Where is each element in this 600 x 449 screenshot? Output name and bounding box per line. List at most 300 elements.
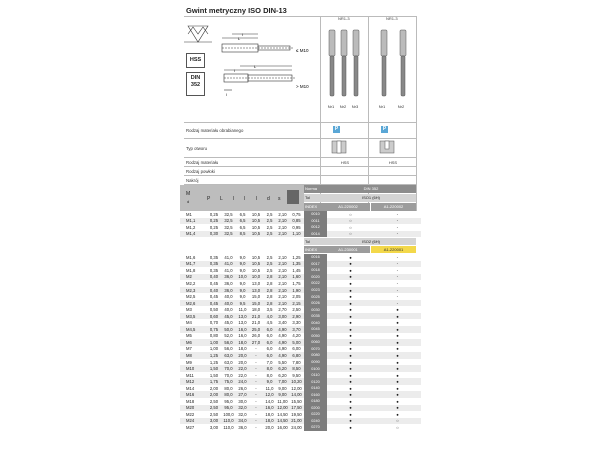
prop-divider-2 [184,138,416,139]
col-head-1: NR1-3 [338,16,350,21]
tool-material-a: HSS [340,160,350,165]
value-cell: 2,50 [292,307,301,313]
index-cell: 0080 [304,352,327,359]
value-cell: 0,40 [209,287,219,293]
col-head-2: NR1-3 [386,16,398,21]
material-icon-p2: P [382,126,387,132]
value-cell: 9,0 [239,267,246,273]
value-cell: 1,00 [209,346,219,352]
value-cell: 20,0 [265,424,274,430]
value-cell: 2,5 [266,261,273,267]
size-cell: M8 [186,352,192,358]
tol-value-2: ISO2 (6H) [326,238,416,245]
value-cell: 1,00 [209,339,219,345]
value-cell: 13,0 [251,287,261,293]
value-cell: 3,00 [278,313,287,319]
value-cell: ● [349,392,352,398]
value-cell: ○ [349,224,352,230]
table-main [180,254,421,431]
din-number: 352 [190,82,201,88]
size-cell: M4 [186,320,192,326]
value-cell: ● [396,339,399,345]
value-cell: 13,0 [238,313,247,319]
value-cell: ● [396,320,399,326]
value-cell: - [396,287,399,293]
value-cell: 11,0 [238,307,247,313]
value-cell: 10,20 [291,379,302,385]
value-cell: 0,50 [209,307,219,313]
value-cell: 3,00 [209,424,219,430]
tol-value: ISO1 (6H) [326,194,416,202]
value-cell: 4,0 [266,313,273,319]
index-cell: 0120 [304,378,327,385]
value-cell: 3,5 [266,307,273,313]
value-cell: ○ [349,211,352,217]
value-cell: - [255,392,257,398]
index-cell: 0022 [304,280,327,287]
value-cell: 2,10 [278,218,287,224]
value-cell: 4,90 [278,352,287,358]
value-cell: 4,90 [278,339,287,345]
value-cell: 41,0 [224,254,233,260]
value-cell: 18,0 [251,307,261,313]
value-cell: ● [349,339,352,345]
value-cell: 32,5 [224,218,233,224]
index-cell: 0160 [304,391,327,398]
label-lc: l [226,92,227,97]
value-cell: 32,5 [224,231,233,237]
value-cell: - [255,418,257,424]
value-cell: ● [349,254,352,260]
value-cell: 21,0 [251,313,261,319]
value-cell: 18,0 [265,411,274,417]
value-cell: 0,25 [209,224,219,230]
value-cell: 9,0 [239,287,246,293]
index-cell: 0030 [304,306,327,313]
value-cell: - [255,411,257,417]
value-cell: - [396,294,399,300]
tap-set-image [326,28,366,110]
index-cell: 0045 [304,326,327,333]
value-cell: 0,95 [292,224,301,230]
value-cell: 9,0 [239,294,246,300]
value-cell: 9,00 [278,385,287,391]
value-cell: ● [396,385,399,391]
table-row [180,424,421,431]
value-cell: ● [349,398,352,404]
index-cell: 0014 [304,231,327,238]
value-cell: 24,00 [291,424,302,430]
col-divider-right [416,16,417,216]
value-cell: 1,90 [292,287,301,293]
value-cell: 9,0 [239,280,246,286]
value-cell: 4,5 [266,320,273,326]
value-cell: 6,00 [292,346,301,352]
value-cell: 7,0 [266,359,273,365]
value-cell: 2,10 [278,280,287,286]
value-cell: 21,00 [291,418,302,424]
value-cell: 0,25 [209,211,219,217]
value-cell: ● [396,307,399,313]
col-M: M [186,191,191,197]
size-cell: M5 [186,333,192,339]
prop-divider-4 [184,166,416,167]
value-cell: ● [349,359,352,365]
value-cell: 0,75 [292,211,301,217]
value-cell: ● [349,366,352,372]
value-cell: - [255,385,257,391]
value-cell: - [396,211,399,217]
value-cell: 6,0 [266,352,273,358]
value-cell: 2,5 [266,224,273,230]
value-cell: - [255,424,257,430]
blind-hole-icon [379,140,395,154]
index-cell: 0220 [304,411,327,418]
value-cell: - [255,359,257,365]
table-top [180,211,421,237]
value-cell: 1,25 [209,352,219,358]
index-cell: 0090 [304,359,327,366]
index-cell: 0240 [304,418,327,425]
value-cell: 8,50 [292,366,301,372]
value-cell: 20,0 [238,352,247,358]
col-P: P [207,196,211,202]
hss-badge: HSS [186,53,205,68]
value-cell: 2,10 [278,231,287,237]
value-cell: ● [349,280,352,286]
value-cell: 1,50 [209,372,219,378]
value-cell: 3,30 [292,320,301,326]
value-cell: 40,0 [224,294,233,300]
value-cell: 10,0 [238,274,247,280]
index-cell: 0100 [304,365,327,372]
value-cell: 8,0 [266,366,273,372]
index-cell: 0050 [304,333,327,340]
value-cell: 3,00 [209,418,219,424]
din-badge [186,72,205,96]
value-cell: 22,0 [238,372,247,378]
col-l3: l [256,196,258,202]
value-cell: - [396,254,399,260]
value-cell: 56,0 [224,346,233,352]
value-cell: 2,15 [292,300,301,306]
value-cell: 34,0 [238,418,247,424]
label-ls: l [234,68,235,73]
value-cell: 110,0 [223,424,234,430]
value-cell: 2,10 [278,300,287,306]
size-cell: M1,1 [186,218,196,224]
value-cell: 6,0 [266,339,273,345]
value-cell: 6,20 [278,366,287,372]
value-cell: 32,0 [238,411,247,417]
value-cell: 0,35 [209,254,219,260]
value-cell: 9,0 [239,254,246,260]
value-cell: ● [349,385,352,391]
index-cell: 0016 [304,254,327,261]
value-cell: 16,0 [265,405,274,411]
upper-size: ≤ M10 [296,48,309,53]
value-cell: 14,50 [277,418,288,424]
tol-label: Tol [304,194,326,202]
value-cell: 22,0 [238,366,247,372]
value-cell: 2,10 [278,211,287,217]
value-cell: 80,0 [224,385,233,391]
value-cell: 4,90 [278,326,287,332]
value-cell: 2,00 [209,392,219,398]
size-cell: M22 [186,411,195,417]
value-cell: ● [349,326,352,332]
value-cell: - [396,218,399,224]
tool-label-a: Nr1 [327,104,335,109]
value-cell: 63,0 [224,359,233,365]
value-cell: 11,0 [265,385,274,391]
value-cell: ● [349,411,352,417]
index-cell: 0180 [304,398,327,405]
value-cell: 0,70 [209,320,219,326]
value-cell: ○ [349,218,352,224]
value-cell: 36,0 [224,280,233,286]
value-cell: 6,0 [266,326,273,332]
value-cell: 2,8 [266,300,273,306]
value-cell: 14,0 [265,398,274,404]
size-cell: M11 [186,372,194,378]
tap-pair-image [374,28,414,110]
size-cell: M1,7 [186,261,196,267]
value-cell: - [255,398,257,404]
size-cell: M2,3 [186,287,196,293]
table-row [180,231,421,238]
value-cell: 32,5 [224,211,233,217]
size-cell: M1 [186,211,192,217]
value-cell: 0,45 [209,294,219,300]
value-cell: 2,8 [266,280,273,286]
value-cell: 8,0 [266,372,273,378]
value-cell: ● [396,405,399,411]
value-cell: 17,50 [291,405,302,411]
col-l2: l [244,196,246,202]
value-cell: ● [349,313,352,319]
value-cell: 36,0 [224,287,233,293]
value-cell: 3,70 [292,326,301,332]
value-cell: 2,90 [292,313,301,319]
index-cell: 0023 [304,287,327,294]
value-cell: ● [349,379,352,385]
material-icon-p: P [334,126,339,132]
value-cell: 2,10 [278,287,287,293]
size-cell: M20 [186,405,195,411]
value-cell: 32,0 [238,405,247,411]
value-cell: - [396,224,399,230]
value-cell: 13,0 [251,280,261,286]
value-cell: 1,45 [292,267,301,273]
value-cell: ● [396,359,399,365]
value-cell: ● [349,294,352,300]
value-cell: ● [349,274,352,280]
value-cell: 2,50 [209,398,219,404]
value-cell: 95,0 [224,405,233,411]
value-cell: 2,8 [266,294,273,300]
value-cell: - [396,300,399,306]
value-cell: 80,0 [224,392,233,398]
tol-label-2: Tol [304,238,326,245]
value-cell: 2,10 [278,224,287,230]
value-cell: 9,0 [239,261,246,267]
value-cell: 0,35 [209,261,219,267]
prop-divider-3 [184,157,416,158]
size-cell: M2 [186,274,192,280]
value-cell: 20,0 [238,359,247,365]
value-cell: 75,0 [224,379,233,385]
value-cell: 7,00 [278,379,287,385]
value-cell: ● [349,424,352,430]
index-cell: 0140 [304,385,327,392]
value-cell: 40,0 [224,300,233,306]
value-cell: 9,00 [278,392,287,398]
value-cell: 2,8 [266,274,273,280]
index-cell: 0026 [304,300,327,307]
value-cell: 100,0 [223,411,234,417]
value-cell: 19,50 [291,411,302,417]
value-cell: 5,50 [278,359,287,365]
value-cell: 15,0 [251,300,261,306]
tool-material-b: HSS [388,160,398,165]
index-cell: 0110 [304,372,327,379]
value-cell: 10,0 [251,274,261,280]
value-cell: ● [349,372,352,378]
value-cell: 24,0 [238,379,247,385]
value-cell: 7,80 [292,359,301,365]
value-cell: 12,0 [265,392,274,398]
value-cell: 36,0 [224,274,233,280]
value-cell: 36,0 [238,424,247,430]
through-hole-icon [331,140,347,154]
value-cell: 0,30 [209,231,219,237]
value-cell: 52,0 [224,333,233,339]
value-cell: 56,0 [224,339,233,345]
value-cell: - [255,372,257,378]
col-d: d [267,196,270,202]
value-cell: 32,5 [224,224,233,230]
value-cell: 40,0 [224,307,233,313]
value-cell: 0,75 [209,326,219,332]
tool-label-e: Nr2 [397,104,405,109]
value-cell: - [255,379,257,385]
size-cell: M7 [186,346,192,352]
label-l1: l [242,32,243,37]
value-cell: ● [396,346,399,352]
value-cell: 11,00 [277,398,288,404]
size-cell: M14 [186,385,195,391]
value-cell: 10,5 [251,261,261,267]
tool-material-label: Rodzaj materiału [186,160,219,165]
value-cell: ● [396,366,399,372]
value-cell: 4,20 [292,333,301,339]
value-cell: 41,0 [224,267,233,273]
value-cell: 2,50 [209,411,219,417]
value-cell: - [396,280,399,286]
prop-divider-5 [184,175,416,176]
index-cell: 0270 [304,424,327,431]
value-cell: ● [349,352,352,358]
col-d-sub: d [187,199,190,204]
size-cell: M4,5 [186,326,196,332]
norm-value: DIN 352 [326,185,416,193]
value-cell: ● [349,300,352,306]
value-cell: ● [349,267,352,273]
value-cell: 13,0 [238,320,247,326]
value-cell: 25,0 [251,326,261,332]
value-cell: 1,10 [292,231,301,237]
label-L: L [238,36,241,41]
value-cell: 10,5 [251,231,261,237]
value-cell: 10,5 [251,211,261,217]
value-cell: 70,0 [224,366,233,372]
index-cell: 0200 [304,405,327,412]
hole-label: Typ otworu [186,146,208,151]
value-cell: 70,0 [224,372,233,378]
value-cell: ● [349,405,352,411]
value-cell: 2,10 [278,294,287,300]
index-cell: 0017 [304,261,327,268]
value-cell: 0,40 [209,274,219,280]
value-cell: 15,50 [291,398,302,404]
size-cell: M2,2 [186,280,196,286]
value-cell: ● [396,333,399,339]
value-cell: ● [396,326,399,332]
index-value-c: A1-230001 [326,246,370,253]
value-cell: 2,05 [292,294,301,300]
size-cell: M1,4 [186,231,196,237]
value-cell: 18,0 [238,339,247,345]
value-cell: - [396,274,399,280]
value-cell: ● [396,411,399,417]
value-cell: 14,00 [291,392,302,398]
value-cell: 63,0 [224,352,233,358]
value-cell: 110,0 [223,418,234,424]
value-cell: - [255,346,257,352]
table-col-headers [180,185,304,211]
value-cell: 21,0 [251,320,261,326]
value-cell: 95,0 [224,398,233,404]
lower-size: > M10 [296,84,309,89]
value-cell: 2,70 [278,307,287,313]
value-cell: - [255,405,257,411]
value-cell: ● [396,379,399,385]
index-label: INDEX [304,203,326,211]
size-cell: M12 [186,379,195,385]
value-cell: 12,00 [291,385,302,391]
value-cell: 10,5 [251,267,261,273]
value-cell: 0,80 [209,333,219,339]
index-cell: 0018 [304,267,327,274]
value-cell: 50,0 [224,326,233,332]
col-s: s [278,196,281,202]
din-label: DIN [190,75,201,81]
value-cell: 16,00 [277,424,288,430]
value-cell: 2,5 [266,218,273,224]
value-cell: 2,10 [278,261,287,267]
size-cell: M27 [186,424,195,430]
index-cell: 0060 [304,339,327,346]
col-l: l [233,196,235,202]
value-cell: 1,60 [292,274,301,280]
value-cell: 26,0 [251,333,261,339]
value-cell: 18,0 [265,418,274,424]
value-cell: ● [396,352,399,358]
value-cell: 16,0 [238,333,247,339]
value-cell: 12,00 [277,405,288,411]
value-cell: 6,0 [266,346,273,352]
